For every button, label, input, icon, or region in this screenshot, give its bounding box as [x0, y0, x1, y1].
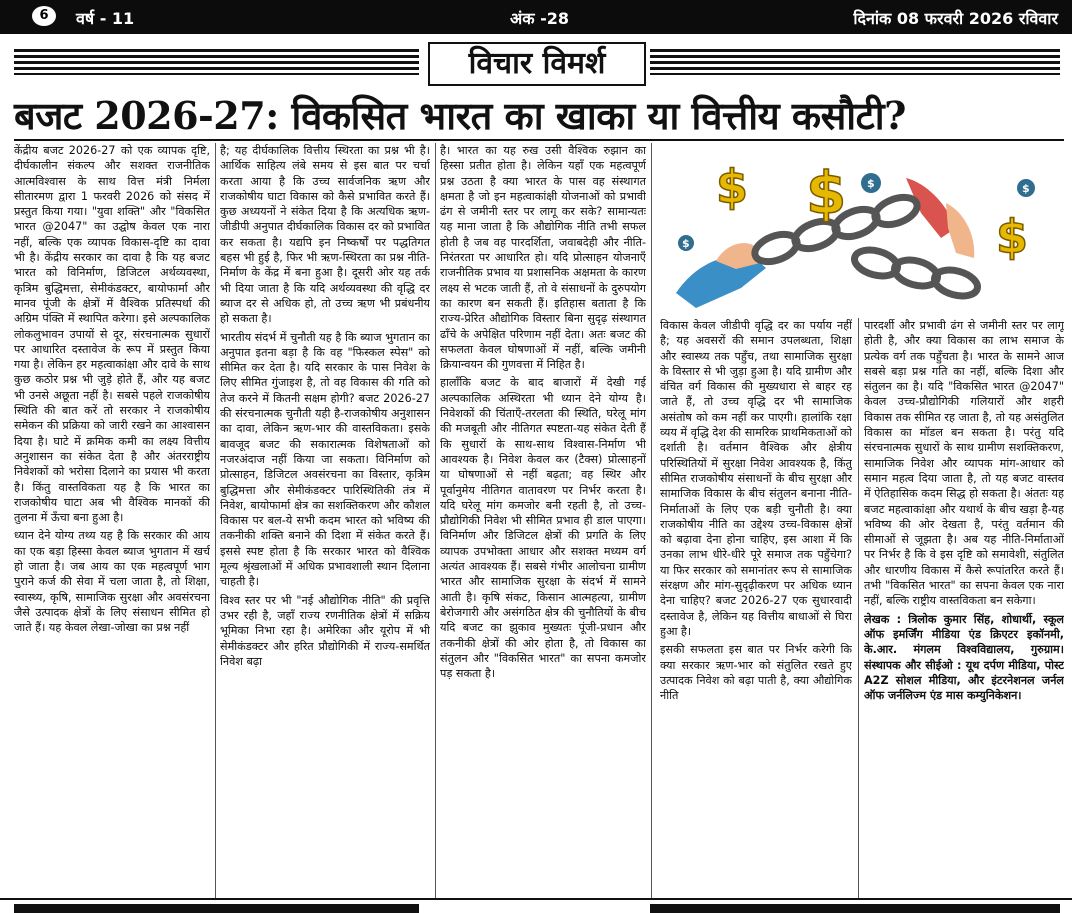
article-headline: बजट 2026-27: विकसित भारत का खाका या वित्तीय कसौटी? — [14, 93, 906, 138]
paragraph: केंद्रीय बजट 2026-27 को एक व्यापक दृष्टि, दीर्घकालीन संकल्प और सशक्त राजनीतिक आत्मविश्वास के साथ वित्त मंत्री निर्मला सीतारमण द्वारा 1 फरवरी 2026 को संसद में प्रस्तुत किया गया। "युवा शक्ति" और "विकसित भारत @2047" का उद्घोष केवल एक नारा नहीं, बल्कि एक व्यापक विकास-दृष्टि का दावा भी है। केंद्रीय सरकार का दावा है कि यह बजट भारत को विनिर्माण, डिजिटल अर्थव्यवस्था, कृत्रिम बुद्धिमत्ता, सेमीकंडक्टर, बायोफार्मा और मानव पूंजी के क्षेत्रों में वैश्विक प्रतिस्पर्धा की अग्रिम पंक्ति में स्थापित करेगा। इसे अल्पकालिक लोकलुभावन उपायों से दूर, संरचनात्मक सुधारों पर आधारित दस्तावेज के रूप में प्रस्तुत किया गया है। लेकिन हर महत्वाकांक्षा और दावे के साथ कुछ कठोर प्रश्न भी जुड़े होते हैं, और यह बजट भी उनसे अछूता नहीं है। सबसे पहले राजकोषीय स्थिति की बात करें तो सरकार ने राजकोषीय समेकन की प्रक्रिया को जारी रखने का आश्वासन दिया है। घाटे में क्रमिक कमी का लक्ष्य वित्तीय अनुशासन का संकेत देता है और अंतरराष्ट्रीय निवेशकों को भरोसा दिलाने का प्रयास भी करता है। किंतु वास्तविकता यह है कि भारत का राजकोषीय घाटा अब भी वैश्विक मानकों की तुलना में ऊँचा बना हुआ है। — [14, 144, 210, 525]
section-bar — [0, 38, 1072, 90]
paragraph: हालाँकि बजट के बाद बाजारों में देखी गई अल्पकालिक अस्थिरता भी ध्यान देने योग्य है। निवेशकों की चिंताएँ-तरलता की स्थिति, घरेलू मांग की मजबूती और नीतिगत स्पष्टता-यह संकेत देती हैं कि सुधारों के साथ-साथ विश्वास-निर्माण भी आवश्यक है। निवेश केवल कर (टैक्स) प्रोत्साहनों या घोषणाओं से नहीं बढ़ता; वह स्थिर और पूर्वानुमेय नीतिगत वातावरण पर निर्भर करता है। यदि घरेलू मांग कमजोर बनी रहती है, तो उच्च-प्रौद्योगिकी निवेश भी सीमित प्रभाव ही डाल पाएगा। विनिर्माण और डिजिटल क्षेत्रों की प्रगति के लिए व्यापक उपभोक्ता आधार और सशक्त मध्यम वर्ग अत्यंत आवश्यक हैं। सबसे गंभीर आलोचना ग्रामीण भारत और सामाजिक सुरक्षा के संदर्भ में सामने आती है। कृषि संकट, किसान आत्महत्या, ग्रामीण बेरोजगारी और असंगठित क्षेत्र की चुनौतियों के बीच यदि बजट का झुकाव मुख्यतः पूंजी-प्रधान और तकनीकी क्षेत्रों की ओर होता है, तो विकास का संतुलन और "विकसित भारत" का सपना कमजोर पड़ सकता है। — [440, 376, 646, 681]
svg-text:$: $ — [716, 160, 749, 214]
column-divider — [858, 318, 859, 898]
paragraph: पारदर्शी और प्रभावी ढंग से जमीनी स्तर पर लागू होती है, और क्या विकास का लाभ समाज के प्रत्येक वर्ग तक पहुँचता है। भारत के सामने आज सबसे बड़ा प्रश्न गति का नहीं, बल्कि दिशा और संतुलन का है। यदि "विकसित भारत @2047" केवल उच्च-प्रौद्योगिकी गलियारों और शहरी विकास तक सीमित रह जाता है, तो यह असंतुलित विकास का मॉडल बन सकता है। परंतु यदि संरचनात्मक सुधारों के साथ ग्रामीण सशक्तिकरण, सामाजिक निवेश और व्यापक मांग-आधार को समान महत्व दिया जाता है, तो यह बजट वास्तव में ऐतिहासिक कदम सिद्ध हो सकता है। अंततः यह बजट महत्वाकांक्षा और यथार्थ के बीच खड़ा है-यह भविष्य की ओर देखता है, परंतु वर्तमान की सीमाओं से जूझता है। अब यह नीति-निर्माताओं पर निर्भर है कि वे इस दृष्टि को समावेशी, संतुलित और धारणीय विकास में कैसे रूपांतरित करते हैं। तभी "विकसित भारत" का सपना केवल एक नारा नहीं, बल्कि राष्ट्रीय वास्तविकता बन सकेगा। — [864, 319, 1064, 608]
paragraph: है; यह दीर्घकालिक वित्तीय स्थिरता का प्रश्न भी है। आर्थिक साहित्य लंबे समय से इस बात पर चर्चा करता आया है कि उच्च सार्वजनिक ऋण और राजकोषीय घाटा विकास को कैसे प्रभावित करते हैं। कुछ अध्ययनों ने संकेत दिया है कि अत्यधिक ऋण-जीडीपी अनुपात दीर्घकालिक विकास दर को प्रभावित कर सकता है। यद्यपि इन निष्कर्षों पर पद्धतिगत बहस भी हुई है, फिर भी ऋण-स्थिरता का प्रश्न नीति-निर्माण के केंद्र में बना हुआ है। दूसरी ओर यह तर्क भी दिया जाता है कि यदि अर्थव्यवस्था की वृद्धि दर ब्याज दर से अधिक हो, तो उच्च ऋण भी प्रबंधनीय हो सकता है। — [220, 144, 430, 326]
column-divider — [215, 143, 216, 898]
money-chain-illustration-icon — [656, 143, 1064, 313]
volume-label: वर्ष - 11 — [76, 9, 135, 28]
article-column-5 — [864, 318, 1064, 898]
article-column-4 — [660, 318, 852, 898]
column-divider — [651, 143, 652, 898]
svg-text:$: $ — [996, 210, 1029, 264]
paragraph: इसकी सफलता इस बात पर निर्भर करेगी कि क्या सरकार ऋण-भार को संतुलित रखते हुए उत्पादक निवेश को बढ़ा पाती है, क्या औद्योगिक नीति — [660, 643, 852, 703]
svg-text:$: $ — [1022, 182, 1030, 195]
svg-text:$: $ — [682, 237, 690, 250]
decorative-lines-left — [14, 49, 419, 75]
paragraph: विश्व स्तर पर भी "नई औद्योगिक नीति" की प्रवृत्ति उभर रही है, जहाँ राज्य रणनीतिक क्षेत्रों में सक्रिय भूमिका निभा रहा है। अमेरिका और यूरोप में भी सेमीकंडक्टर और हरित प्रौद्योगिकी में राज्य-समर्थित निवेश बढ़ा — [220, 593, 430, 668]
masthead — [0, 0, 1072, 34]
headline-rule — [14, 139, 1064, 141]
author-credit: लेखक : त्रिलोक कुमार सिंह, शोधार्थी, स्कूल ऑफ इमर्जिंग मीडिया एंड क्रिएटर इकॉनमी, के.आर. मंगलम विश्वविद्यालय, गुरुग्राम। संस्थापक और सीईओ : यूथ दर्पण मीडिया, पोस्ट A2Z सोशल मीडिया, और इंटरनेशनल जर्नल ऑफ जर्नलिज्म एंड मास कम्युनिकेशन। — [864, 612, 1064, 703]
section-label: विचार विमर्श — [428, 42, 646, 86]
decorative-lines-left — [14, 904, 419, 913]
paragraph: ध्यान देने योग्य तथ्य यह है कि सरकार की आय का एक बड़ा हिस्सा केवल ब्याज भुगतान में खर्च हो जाता है। जब आय का एक महत्वपूर्ण भाग पुराने कर्ज की सेवा में चला जाता है, तो शिक्षा, स्वास्थ्य, कृषि, सामाजिक सुरक्षा और अवसंरचना जैसे उत्पादक क्षेत्रों के लिए संसाधन सीमित हो जाते हैं। यह केवल लेखा-जोखा का प्रश्न नहीं — [14, 529, 210, 635]
paragraph: भारतीय संदर्भ में चुनौती यह है कि ब्याज भुगतान का अनुपात इतना बड़ा है कि वह "फिस्कल स्पेस" को सीमित कर देता है। यदि सरकार के पास निवेश के लिए सीमित गुंजाइश है, तो वह विकास की गति को तेज करने में कितनी सक्षम होगी? बजट 2026-27 की संरचनात्मक चुनौती यही है-राजकोषीय अनुशासन का दावा, लेकिन ऋण-भार की वास्तविकता। इसके बावजूद बजट की सकारात्मक विशेषताओं को नजरअंदाज नहीं किया जा सकता। विनिर्माण को प्रोत्साहन, डिजिटल अवसंरचना का विस्तार, कृत्रिम बुद्धिमत्ता और सेमीकंडक्टर पारिस्थितिकी तंत्र में निवेश, बायोफार्मा क्षेत्र का सशक्तिकरण और कौशल विकास पर बल-ये सभी कदम भारत को भविष्य की तकनीकी शक्ति बनाने की दिशा में संकेत करते हैं। इससे स्पष्ट होता है कि सरकार भारत को वैश्विक मूल्य श्रृंखलाओं में अधिक प्रभावशाली स्थान दिलाना चाहती है। — [220, 330, 430, 589]
issue-label: अंक -28 — [510, 9, 569, 28]
decorative-lines-right — [650, 49, 1060, 75]
article-column-2 — [220, 143, 430, 898]
decorative-lines-right — [650, 904, 1060, 913]
article-column-3 — [440, 143, 646, 898]
svg-text:$: $ — [806, 159, 847, 227]
date-label: दिनांक 08 फरवरी 2026 रविवार — [853, 9, 1058, 28]
paragraph: विकास केवल जीडीपी वृद्धि दर का पर्याय नहीं है; यह अवसरों की समान उपलब्धता, शिक्षा और स्वास्थ्य तक पहुँच, तथा सामाजिक सुरक्षा के विस्तार से भी जुड़ा हुआ है। यदि ग्रामीण और वंचित वर्ग विकास की मुख्यधारा से बाहर रह जाते हैं, तो उच्च वृद्धि दर भी सामाजिक असंतोष को कम नहीं कर पाएगी। हालांकि रक्षा व्यय में वृद्धि देश की सामरिक प्राथमिकताओं को दर्शाती है। वर्तमान वैश्विक और क्षेत्रीय परिस्थितियों में सुरक्षा निवेश आवश्यक है, किंतु सीमित राजकोषीय संसाधनों के बीच सुरक्षा और सामाजिक विकास के बीच संतुलन बनाना नीति-निर्माताओं के लिए एक बड़ी चुनौती है। क्या राजकोषीय नीति का उद्देश्य उच्च-विकास क्षेत्रों को बढ़ावा देना होना चाहिए, इस आशा में कि उनका लाभ धीरे-धीरे पूरे समाज तक पहुँचेगा? या फिर सरकार को समानांतर रूप से सामाजिक संरक्षण और मांग-सुदृढ़ीकरण पर अधिक ध्यान देना चाहिए? बजट 2026-27 एक सुधारवादी दस्तावेज है, लेकिन यह वित्तीय बाधाओं से घिरा हुआ है। — [660, 319, 852, 638]
column-divider — [435, 143, 436, 898]
article-column-1 — [14, 143, 210, 898]
svg-text:$: $ — [867, 177, 875, 190]
page-number: 6 — [32, 6, 56, 26]
paragraph: है। भारत का यह रुख उसी वैश्विक रुझान का हिस्सा प्रतीत होता है। लेकिन यहाँ एक महत्वपूर्ण प्रश्न उठता है क्या भारत के पास वह संस्थागत क्षमता है जो इन महत्वाकांक्षी योजनाओं को प्रभावी ढंग से जमीनी स्तर पर लागू कर सके? सामान्यतः यह माना जाता है कि औद्योगिक नीति तभी सफल होती है जब वह पारदर्शिता, जवाबदेही और नीति-निरंतरता पर आधारित हो। यदि प्रोत्साहन योजनाएँ राजनीतिक प्रभाव या प्रशासनिक अक्षमता के कारण लक्ष्य से भटक जाती हैं, तो वे संसाधनों के दुरुपयोग का कारण बन सकती हैं। इतिहास बताता है कि राज्य-प्रेरित औद्योगिक विस्तार बिना सुदृढ़ संस्थागत ढाँचे के अपेक्षित परिणाम नहीं देता। अतः बजट की सफलता केवल घोषणाओं में नहीं, बल्कि जमीनी क्रियान्वयन की गुणवत्ता में निहित है। — [440, 144, 646, 372]
